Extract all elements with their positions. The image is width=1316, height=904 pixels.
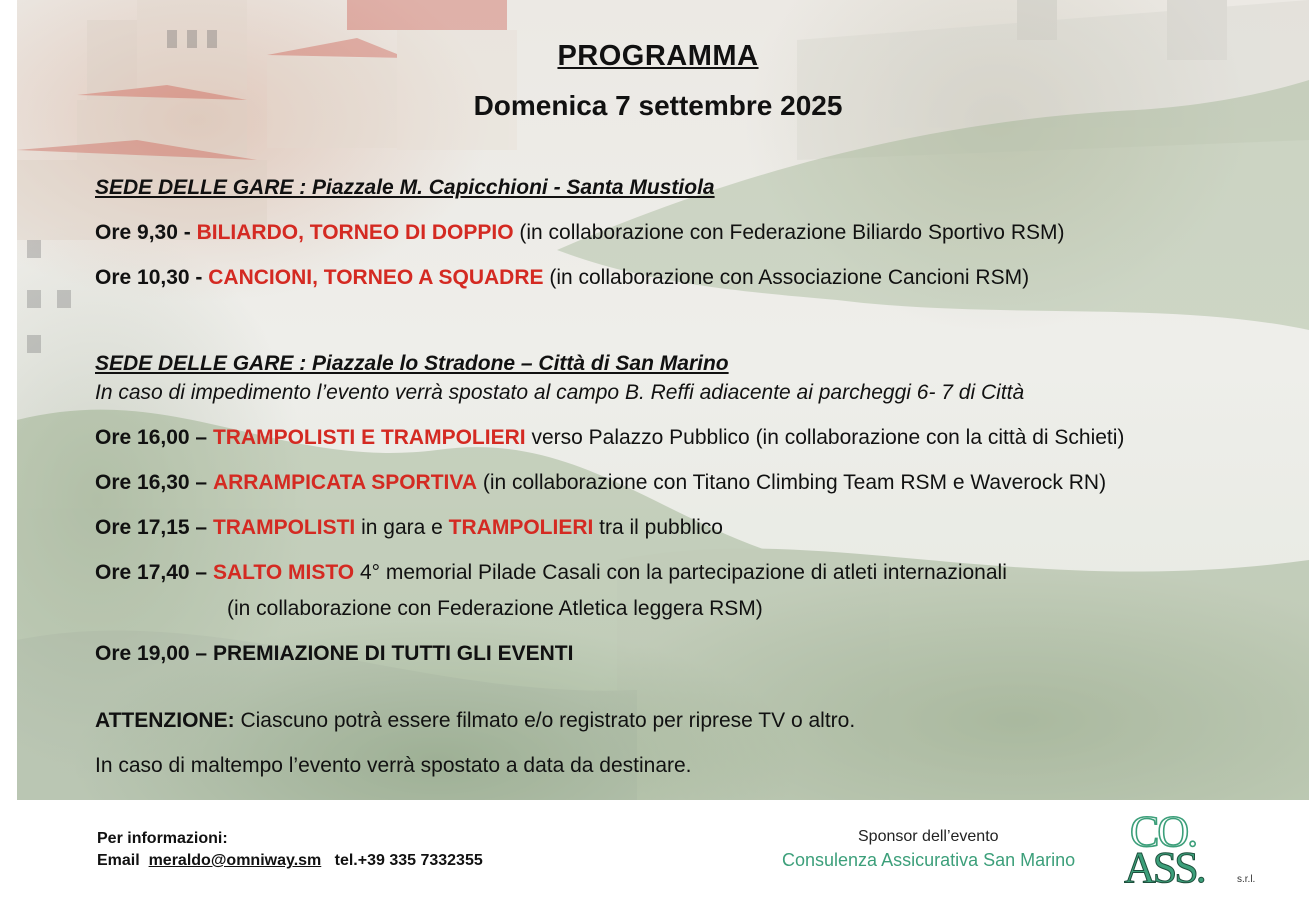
sponsor-name: Consulenza Assicurativa San Marino [782, 850, 1076, 870]
event-details: in gara e [355, 516, 449, 539]
event-name: ARRAMPICATA SPORTIVA [212, 471, 477, 494]
email-link[interactable]: meraldo@omniway.sm [148, 852, 322, 869]
svg-text:CO.: CO. [1130, 807, 1197, 856]
event-details: verso Palazzo Pubblico (in collaborazione con la città di Schieti) [525, 426, 1125, 449]
svg-text:s.r.l.: s.r.l. [1237, 874, 1256, 885]
schedule-line [95, 561, 1007, 585]
venue-heading-2: SEDE DELLE GARE : Piazzale lo Stradone – Città di San Marino [95, 352, 729, 375]
event-details: tra il pubblico [593, 516, 723, 539]
info-label: Per informazioni: [97, 830, 228, 847]
attention-notice [95, 709, 855, 733]
event-time: Ore 9,30 - [95, 221, 191, 244]
event-name: SALTO MISTO [212, 561, 355, 584]
event-time: Ore 17,15 – [95, 516, 208, 539]
event-details: 4° memorial Pilade Casali con la partecipazione di atleti internazionali [354, 561, 1007, 584]
attention-text: Ciascuno potrà essere filmato e/o registrato per riprese TV o altro. [234, 709, 856, 732]
weather-notice: In caso di maltempo l’evento verrà spostato a data da destinare. [95, 754, 692, 777]
poster-background [17, 0, 1309, 800]
event-name-secondary: TRAMPOLIERI [448, 516, 594, 539]
contact-line [97, 850, 483, 872]
event-date: Domenica 7 settembre 2025 [473, 90, 843, 121]
coass-logo [1124, 806, 1264, 886]
event-name: TRAMPOLISTI E TRAMPOLIERI [212, 426, 526, 449]
schedule-line [95, 471, 1106, 495]
event-details: (in collaborazione con Associazione Cancioni RSM) [543, 266, 1030, 289]
event-details: (in collaborazione con Federazione Biliardo Sportivo RSM) [513, 221, 1065, 244]
sponsor-label: Sponsor dell’evento [858, 828, 999, 845]
event-time: Ore 19,00 – [95, 642, 208, 665]
schedule-line [95, 516, 723, 540]
schedule-continuation: (in collaborazione con Federazione Atletica leggera RSM) [227, 597, 763, 620]
venue-note: In caso di impedimento l’evento verrà spostato al campo B. Reffi adiacente ai parcheggi 6- 7 di Città [95, 381, 1025, 404]
event-name: BILIARDO, TORNEO DI DOPPIO [196, 221, 514, 244]
svg-text:ASS.: ASS. [1124, 843, 1204, 886]
schedule-line [95, 221, 1064, 245]
event-time: Ore 16,00 – [95, 426, 208, 449]
event-name: CANCIONI, TORNEO A SQUADRE [208, 266, 544, 289]
venue-heading-1: SEDE DELLE GARE : Piazzale M. Capicchioni - Santa Mustiola [95, 176, 715, 199]
schedule-line [95, 642, 573, 666]
event-name: TRAMPOLISTI [212, 516, 356, 539]
event-time: Ore 16,30 – [95, 471, 208, 494]
schedule-line [95, 266, 1029, 290]
phone-number: tel.+39 335 7332355 [334, 852, 483, 869]
attention-label: ATTENZIONE: [95, 709, 235, 732]
schedule-line [95, 426, 1124, 450]
event-time: Ore 10,30 - [95, 266, 203, 289]
event-details: (in collaborazione con Titano Climbing Team RSM e Waverock RN) [477, 471, 1107, 494]
email-label: Email [97, 852, 140, 869]
event-time: Ore 17,40 – [95, 561, 208, 584]
contact-info [97, 828, 483, 872]
page-title: PROGRAMMA [557, 40, 759, 72]
event-name: PREMIAZIONE DI TUTTI GLI EVENTI [212, 642, 574, 665]
